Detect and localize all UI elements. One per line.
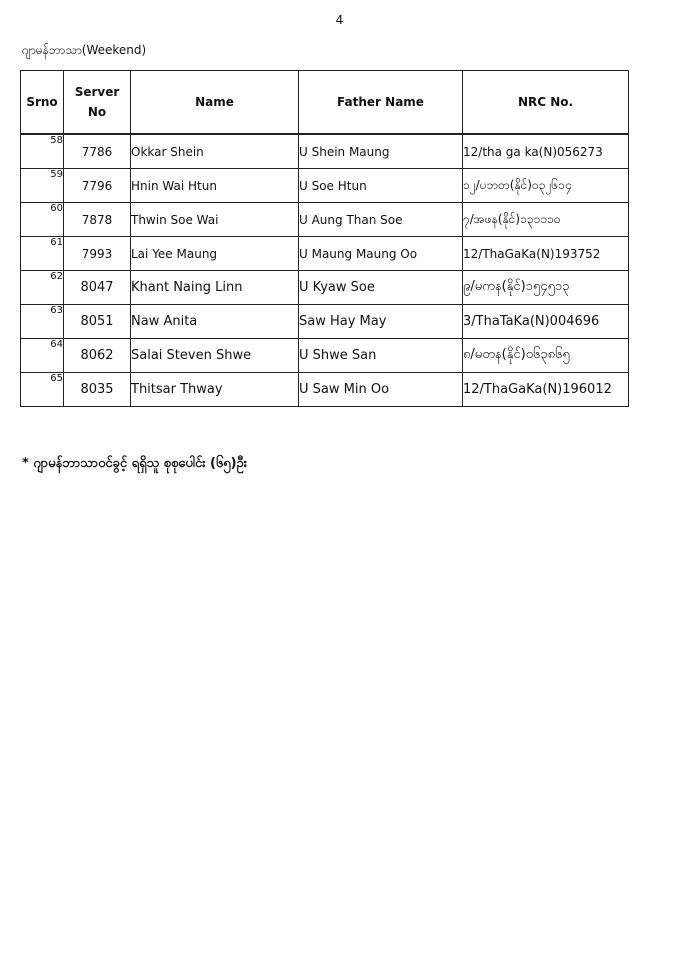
cell-srno: 63 bbox=[21, 305, 64, 339]
cell-father-name: U Kyaw Soe bbox=[299, 271, 463, 305]
cell-name: Okkar Shein bbox=[131, 135, 299, 169]
cell-server-no: 7786 bbox=[64, 135, 131, 169]
table-row bbox=[21, 373, 629, 407]
cell-srno: 62 bbox=[21, 271, 64, 305]
table-row bbox=[21, 339, 629, 373]
section-subtitle: ဂျာမန်ဘာသာ(Weekend) bbox=[22, 43, 147, 57]
table-header-row bbox=[21, 71, 629, 134]
cell-server-no: 7796 bbox=[64, 169, 131, 203]
table-row bbox=[21, 169, 629, 203]
cell-srno: 58 bbox=[21, 135, 64, 169]
cell-father-name: Saw Hay May bbox=[299, 305, 463, 339]
table-row bbox=[21, 305, 629, 339]
table-row bbox=[21, 237, 629, 271]
cell-name: Khant Naing Linn bbox=[131, 271, 299, 305]
cell-father-name: U Shwe San bbox=[299, 339, 463, 373]
cell-server-no: 8051 bbox=[64, 305, 131, 339]
header-server-line1: Server bbox=[74, 85, 120, 99]
table-row bbox=[21, 271, 629, 305]
cell-server-no: 7878 bbox=[64, 203, 131, 237]
table-row bbox=[21, 135, 629, 169]
header-srno: Srno bbox=[21, 71, 64, 134]
header-server-line2: No bbox=[87, 105, 107, 119]
candidates-table bbox=[20, 70, 629, 407]
footnote-total: * ဂျာမန်ဘာသာဝင်ခွင့် ရရှိသူ စုစုပေါင်း (၆၅)ဦး bbox=[22, 456, 248, 471]
cell-father-name: U Shein Maung bbox=[299, 135, 463, 169]
cell-nrc: ၇/အဖန(နိုင်)၁၃၁၁၁၀ bbox=[463, 203, 629, 237]
cell-nrc: ၉/မကန(နိုင်)၁၅၄၅၁၃ bbox=[463, 271, 629, 305]
header-name: Name bbox=[131, 71, 299, 134]
cell-nrc: 12/ThaGaKa(N)193752 bbox=[463, 237, 629, 271]
cell-father-name: U Aung Than Soe bbox=[299, 203, 463, 237]
cell-nrc: 12/tha ga ka(N)056273 bbox=[463, 135, 629, 169]
table-row bbox=[21, 203, 629, 237]
cell-server-no: 8047 bbox=[64, 271, 131, 305]
header-server-no bbox=[64, 71, 131, 134]
cell-name: Thwin Soe Wai bbox=[131, 203, 299, 237]
cell-srno: 61 bbox=[21, 237, 64, 271]
cell-name: Thitsar Thway bbox=[131, 373, 299, 407]
cell-father-name: U Soe Htun bbox=[299, 169, 463, 203]
cell-server-no: 7993 bbox=[64, 237, 131, 271]
cell-srno: 64 bbox=[21, 339, 64, 373]
cell-server-no: 8062 bbox=[64, 339, 131, 373]
page-number: 4 bbox=[335, 13, 344, 27]
cell-nrc: 3/ThaTaKa(N)004696 bbox=[463, 305, 629, 339]
header-father-name: Father Name bbox=[299, 71, 463, 134]
cell-srno: 59 bbox=[21, 169, 64, 203]
header-nrc: NRC No. bbox=[463, 71, 629, 134]
cell-srno: 65 bbox=[21, 373, 64, 407]
cell-father-name: U Saw Min Oo bbox=[299, 373, 463, 407]
cell-server-no: 8035 bbox=[64, 373, 131, 407]
cell-nrc: ၁၂/ပဘတ(နိုင်)၀၃၂၆၁၄ bbox=[463, 169, 629, 203]
cell-father-name: U Maung Maung Oo bbox=[299, 237, 463, 271]
cell-name: Lai Yee Maung bbox=[131, 237, 299, 271]
cell-name: Naw Anita bbox=[131, 305, 299, 339]
cell-nrc: 12/ThaGaKa(N)196012 bbox=[463, 373, 629, 407]
cell-name: Hnin Wai Htun bbox=[131, 169, 299, 203]
cell-nrc: ၈/မတန(နိုင်)၀၆၃၈၆၅ bbox=[463, 339, 629, 373]
cell-srno: 60 bbox=[21, 203, 64, 237]
cell-name: Salai Steven Shwe bbox=[131, 339, 299, 373]
